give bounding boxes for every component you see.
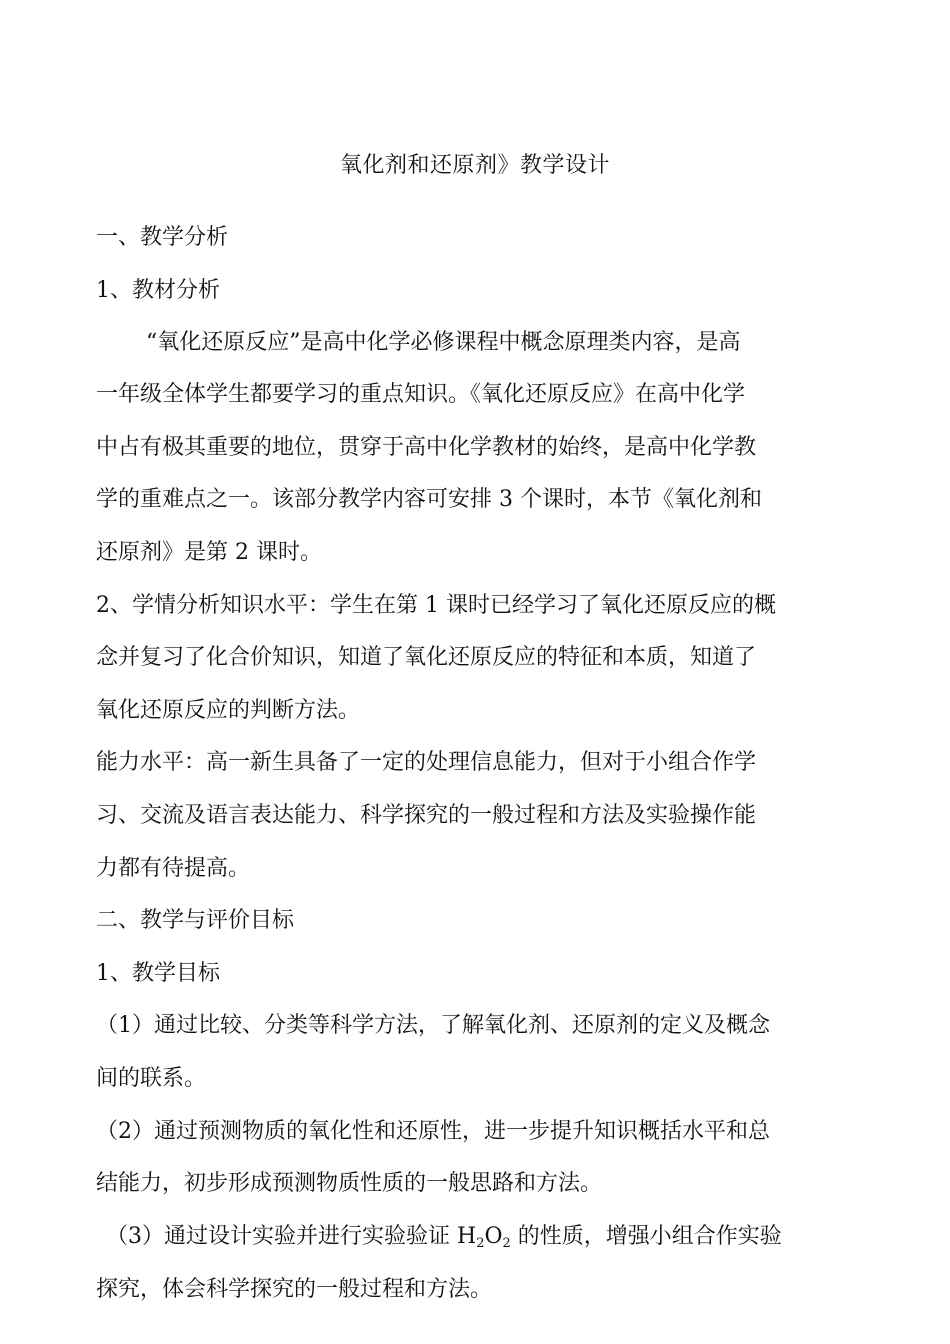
subscript: 2 bbox=[476, 1236, 485, 1251]
paragraph-line: 间的联系。 bbox=[96, 1066, 207, 1091]
text-segment: （3）通过设计实验并进行实验验证 H bbox=[106, 1224, 477, 1249]
paragraph-line: 习、交流及语言表达能力、科学探究的一般过程和方法及实验操作能 bbox=[96, 803, 757, 828]
paragraph-line: 氧化还原反应的判断方法。 bbox=[96, 698, 361, 723]
paragraph-line: 学的重难点之一。该部分教学内容可安排 3 个课时，本节《氧化剂和 bbox=[96, 487, 762, 512]
subsection-heading-2-1: 1、教学目标 bbox=[96, 961, 220, 986]
section-heading-1: 一、教学分析 bbox=[96, 225, 229, 250]
paragraph-line: 结能力，初步形成预测物质性质的一般思路和方法。 bbox=[96, 1171, 603, 1196]
document-title: 氧化剂和还原剂》教学设计 bbox=[339, 153, 610, 178]
paragraph-line-h2o2 bbox=[106, 1222, 846, 1259]
paragraph-line: 能力水平：高一新生具备了一定的处理信息能力，但对于小组合作学 bbox=[96, 750, 757, 775]
text-segment: O bbox=[484, 1224, 503, 1249]
paragraph-line: “氧化还原反应”是高中化学必修课程中概念原理类内容，是高 bbox=[146, 330, 741, 355]
paragraph-line: 中占有极其重要的地位，贯穿于高中化学教材的始终，是高中化学教 bbox=[96, 435, 757, 460]
text-segment: 的性质，增强小组合作实验 bbox=[510, 1224, 782, 1249]
paragraph-line: （2）通过预测物质的氧化性和还原性，进一步提升知识概括水平和总 bbox=[96, 1119, 770, 1144]
paragraph-line: 念并复习了化合价知识，知道了氧化还原反应的特征和本质，知道了 bbox=[96, 645, 757, 670]
paragraph-line: 还原剂》是第 2 课时。 bbox=[96, 540, 322, 565]
paragraph-line: 2、学情分析知识水平：学生在第 1 课时已经学习了氧化还原反应的概 bbox=[96, 593, 776, 618]
section-heading-2: 二、教学与评价目标 bbox=[96, 908, 295, 933]
subsection-heading-1-1: 1、教材分析 bbox=[96, 278, 220, 303]
subscript: 2 bbox=[502, 1236, 511, 1251]
paragraph-line: 力都有待提高。 bbox=[96, 856, 251, 881]
paragraph-line: 一年级全体学生都要学习的重点知识。《氧化还原反应》在高中化学 bbox=[96, 382, 746, 407]
paragraph-line: 探究，体会科学探究的一般过程和方法。 bbox=[96, 1277, 493, 1302]
paragraph-line: （1）通过比较、分类等科学方法，了解氧化剂、还原剂的定义及概念 bbox=[96, 1013, 770, 1038]
